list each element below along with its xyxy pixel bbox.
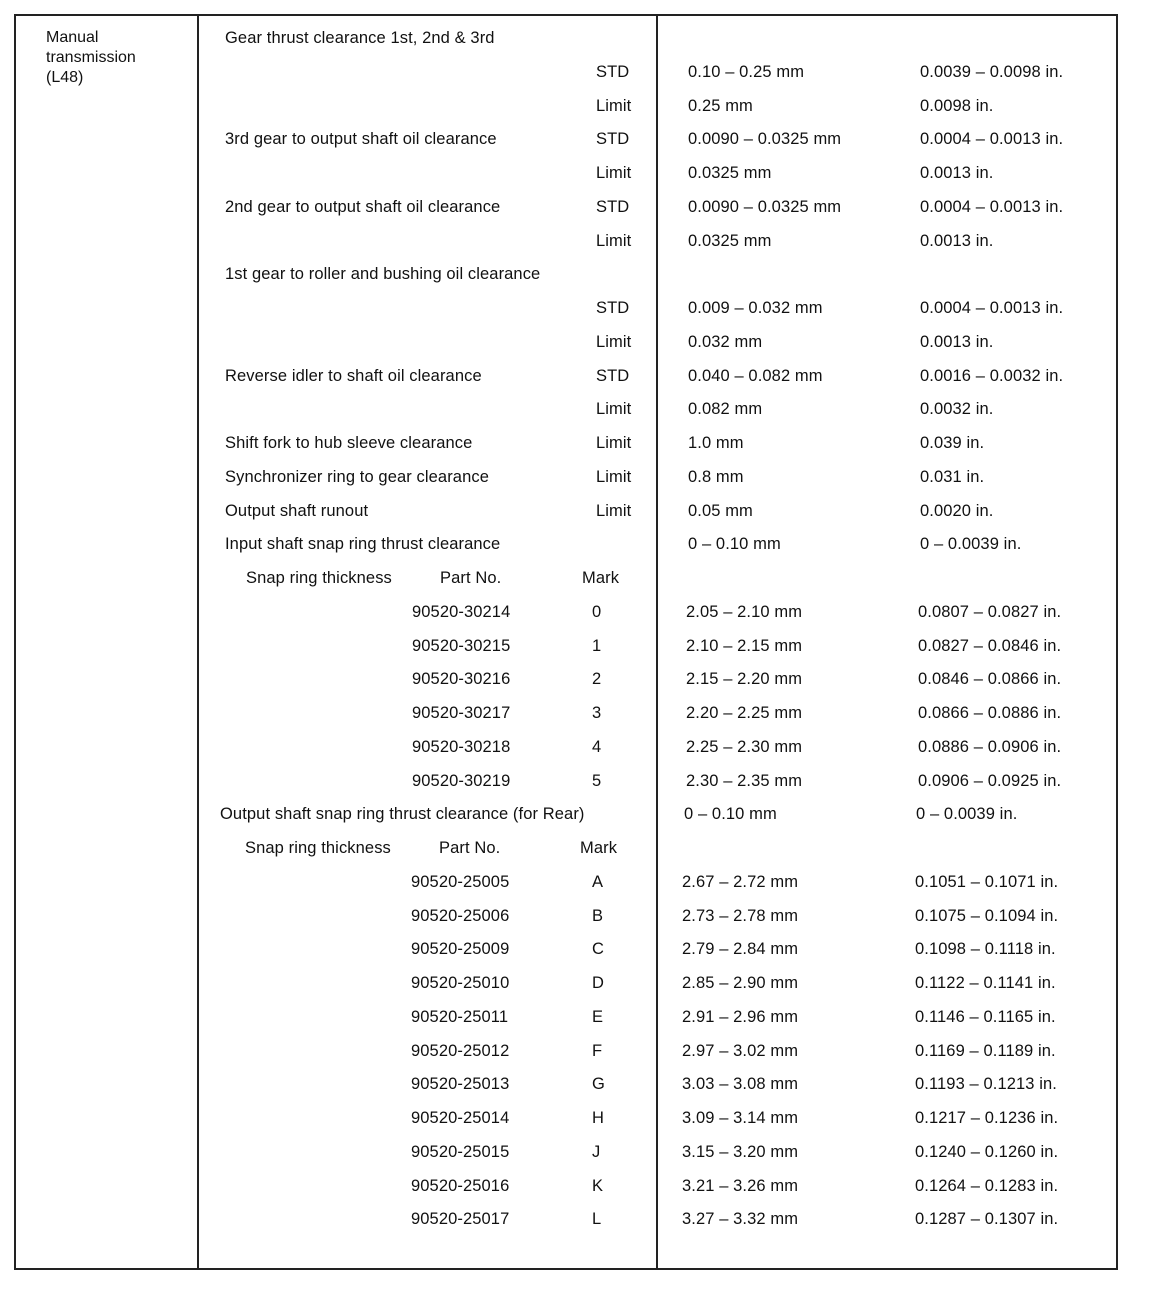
spec-value-in: 0.0004 – 0.0013 in. xyxy=(920,130,1064,149)
snap-part-number: 90520-25013 xyxy=(411,1075,510,1094)
spec-type: Limit xyxy=(596,400,632,419)
snap-thickness-in: 0.0906 – 0.0925 in. xyxy=(918,771,1062,790)
snap-header-mark: Mark xyxy=(580,839,618,857)
snap-thickness-mm: 2.20 – 2.25 mm xyxy=(686,704,803,722)
section-label-line: transmission xyxy=(46,49,136,66)
spec-description: Gear thrust clearance 1st, 2nd & 3rd xyxy=(225,29,495,47)
spec-value-in: 0.0020 in. xyxy=(920,501,994,520)
snap-thickness-mm: 2.73 – 2.78 mm xyxy=(682,906,799,925)
snap-part-number: 90520-25015 xyxy=(411,1142,510,1161)
section-label xyxy=(46,28,186,88)
snap-part-number: 90520-30219 xyxy=(412,771,511,790)
snap-mark: C xyxy=(592,940,605,959)
spec-value-mm: 0.032 mm xyxy=(688,332,763,351)
snap-thickness-mm: 2.10 – 2.15 mm xyxy=(686,636,803,655)
snap-mark: K xyxy=(592,1176,604,1195)
spec-value-mm: 0.0325 mm xyxy=(688,164,772,182)
snap-mark: 5 xyxy=(592,771,602,790)
snap-part-number: 90520-30215 xyxy=(412,636,511,655)
spec-value-in: 0.0013 in. xyxy=(920,231,994,250)
snap-part-number: 90520-25011 xyxy=(411,1007,509,1026)
snap-header-thickness: Snap ring thickness xyxy=(245,839,391,857)
snap-thickness-mm: 2.97 – 3.02 mm xyxy=(682,1041,799,1060)
snap-mark: J xyxy=(592,1142,601,1161)
snap-mark: G xyxy=(592,1075,605,1094)
spec-type: Limit xyxy=(596,434,632,452)
column-divider-right xyxy=(656,14,658,1270)
snap-mark: F xyxy=(592,1041,603,1060)
spec-type: Limit xyxy=(596,164,632,182)
spec-value-mm: 0.10 – 0.25 mm xyxy=(688,62,805,81)
snap-mark: 2 xyxy=(592,670,602,689)
snap-thickness-in: 0.0866 – 0.0886 in. xyxy=(918,704,1062,722)
snap-thickness-mm: 2.79 – 2.84 mm xyxy=(682,940,799,959)
snap-thickness-in: 0.0886 – 0.0906 in. xyxy=(918,737,1062,756)
snap-thickness-mm: 2.85 – 2.90 mm xyxy=(682,974,799,992)
section-label-line: Manual xyxy=(46,29,99,46)
spec-value-mm: 0.8 mm xyxy=(688,467,744,486)
snap-mark: E xyxy=(592,1007,604,1026)
spec-value-mm: 0.0090 – 0.0325 mm xyxy=(688,130,842,149)
snap-thickness-in: 0.1217 – 0.1236 in. xyxy=(915,1109,1059,1127)
spec-description: Output shaft snap ring thrust clearance (for Rear) xyxy=(220,805,585,824)
spec-type: STD xyxy=(596,366,630,385)
snap-mark: B xyxy=(592,906,604,925)
snap-part-number: 90520-30216 xyxy=(412,670,511,689)
spec-value-mm: 0 – 0.10 mm xyxy=(684,805,777,824)
snap-thickness-in: 0.1075 – 0.1094 in. xyxy=(915,906,1059,925)
spec-type: Limit xyxy=(596,501,632,520)
spec-description: Shift fork to hub sleeve clearance xyxy=(225,434,473,452)
snap-mark: A xyxy=(592,872,604,891)
spec-value-mm: 0.082 mm xyxy=(688,400,763,419)
snap-thickness-mm: 2.25 – 2.30 mm xyxy=(686,737,803,756)
snap-part-number: 90520-30214 xyxy=(412,602,511,621)
snap-part-number: 90520-25017 xyxy=(411,1210,510,1229)
spec-value-mm: 0.25 mm xyxy=(688,96,753,115)
spec-type: Limit xyxy=(596,231,632,250)
spec-type: Limit xyxy=(596,467,632,486)
spec-description: Synchronizer ring to gear clearance xyxy=(225,467,489,486)
spec-description: 1st gear to roller and bushing oil clearance xyxy=(225,265,541,284)
snap-part-number: 90520-30217 xyxy=(412,704,511,722)
snap-thickness-mm: 2.05 – 2.10 mm xyxy=(686,602,803,621)
snap-part-number: 90520-25005 xyxy=(411,872,510,891)
snap-thickness-in: 0.1287 – 0.1307 in. xyxy=(915,1210,1059,1229)
snap-header-part: Part No. xyxy=(439,839,501,857)
spec-value-mm: 0.05 mm xyxy=(688,501,753,520)
spec-description: 3rd gear to output shaft oil clearance xyxy=(225,130,497,149)
snap-thickness-in: 0.0846 – 0.0866 in. xyxy=(918,670,1062,689)
snap-thickness-in: 0.1193 – 0.1213 in. xyxy=(915,1075,1057,1094)
spec-value-in: 0.0013 in. xyxy=(920,332,994,351)
spec-value-in: 0.0098 in. xyxy=(920,96,994,115)
snap-thickness-in: 0.1264 – 0.1283 in. xyxy=(915,1176,1059,1195)
snap-thickness-mm: 3.27 – 3.32 mm xyxy=(682,1210,799,1229)
spec-value-in: 0.0039 – 0.0098 in. xyxy=(920,62,1064,81)
spec-value-in: 0.031 in. xyxy=(920,467,985,486)
spec-value-in: 0 – 0.0039 in. xyxy=(920,535,1022,554)
spec-value-in: 0.0004 – 0.0013 in. xyxy=(920,197,1064,216)
spec-value-in: 0.0013 in. xyxy=(920,164,994,182)
snap-header-mark: Mark xyxy=(582,569,620,587)
spec-value-in: 0.039 in. xyxy=(920,434,985,452)
snap-thickness-mm: 3.15 – 3.20 mm xyxy=(682,1142,799,1161)
spec-type: Limit xyxy=(596,96,632,115)
spec-value-mm: 0.040 – 0.082 mm xyxy=(688,366,823,385)
spec-type: STD xyxy=(596,299,630,317)
snap-mark: 3 xyxy=(592,704,602,722)
spec-value-mm: 0.009 – 0.032 mm xyxy=(688,299,823,317)
snap-thickness-in: 0.1051 – 0.1071 in. xyxy=(915,872,1059,891)
spec-value-mm: 1.0 mm xyxy=(688,434,744,452)
spec-description: Input shaft snap ring thrust clearance xyxy=(225,535,501,554)
snap-mark: D xyxy=(592,974,605,992)
spec-type: STD xyxy=(596,130,630,149)
snap-thickness-mm: 2.15 – 2.20 mm xyxy=(686,670,803,689)
spec-description: 2nd gear to output shaft oil clearance xyxy=(225,197,501,216)
spec-type: STD xyxy=(596,62,630,81)
snap-thickness-in: 0.0827 – 0.0846 in. xyxy=(918,636,1062,655)
spec-value-in: 0.0004 – 0.0013 in. xyxy=(920,299,1064,317)
snap-thickness-in: 0.1240 – 0.1260 in. xyxy=(915,1142,1059,1161)
snap-thickness-mm: 2.91 – 2.96 mm xyxy=(682,1007,799,1026)
snap-part-number: 90520-25014 xyxy=(411,1109,510,1127)
snap-mark: L xyxy=(592,1210,602,1229)
spec-description: Reverse idler to shaft oil clearance xyxy=(225,366,482,385)
snap-mark: 1 xyxy=(592,636,602,655)
snap-thickness-in: 0.1146 – 0.1165 in. xyxy=(915,1007,1056,1026)
snap-part-number: 90520-25009 xyxy=(411,940,510,959)
snap-thickness-in: 0.1098 – 0.1118 in. xyxy=(915,940,1056,959)
snap-part-number: 90520-25006 xyxy=(411,906,510,925)
snap-thickness-mm: 3.03 – 3.08 mm xyxy=(682,1075,799,1094)
column-divider-left xyxy=(197,14,199,1270)
snap-part-number: 90520-30218 xyxy=(412,737,511,756)
snap-header-thickness: Snap ring thickness xyxy=(246,569,392,587)
snap-mark: 0 xyxy=(592,602,602,621)
snap-thickness-in: 0.0807 – 0.0827 in. xyxy=(918,602,1062,621)
snap-thickness-in: 0.1169 – 0.1189 in. xyxy=(915,1041,1056,1060)
spec-value-in: 0.0016 – 0.0032 in. xyxy=(920,366,1064,385)
section-label-line: (L48) xyxy=(46,69,84,86)
snap-part-number: 90520-25010 xyxy=(411,974,510,992)
snap-thickness-in: 0.1122 – 0.1141 in. xyxy=(915,974,1056,992)
snap-part-number: 90520-25016 xyxy=(411,1176,510,1195)
snap-part-number: 90520-25012 xyxy=(411,1041,510,1060)
spec-value-mm: 0 – 0.10 mm xyxy=(688,535,781,554)
spec-description: Output shaft runout xyxy=(225,501,369,520)
spec-value-mm: 0.0090 – 0.0325 mm xyxy=(688,197,842,216)
spec-value-in: 0.0032 in. xyxy=(920,400,994,419)
spec-value-mm: 0.0325 mm xyxy=(688,231,772,250)
snap-mark: 4 xyxy=(592,737,602,756)
snap-mark: H xyxy=(592,1109,605,1127)
spec-type: STD xyxy=(596,197,630,216)
snap-thickness-mm: 2.67 – 2.72 mm xyxy=(682,872,799,891)
snap-header-part: Part No. xyxy=(440,569,502,587)
snap-thickness-mm: 3.21 – 3.26 mm xyxy=(682,1176,799,1195)
snap-thickness-mm: 2.30 – 2.35 mm xyxy=(686,771,803,790)
spec-type: Limit xyxy=(596,332,632,351)
spec-value-in: 0 – 0.0039 in. xyxy=(916,805,1018,824)
snap-thickness-mm: 3.09 – 3.14 mm xyxy=(682,1109,799,1127)
